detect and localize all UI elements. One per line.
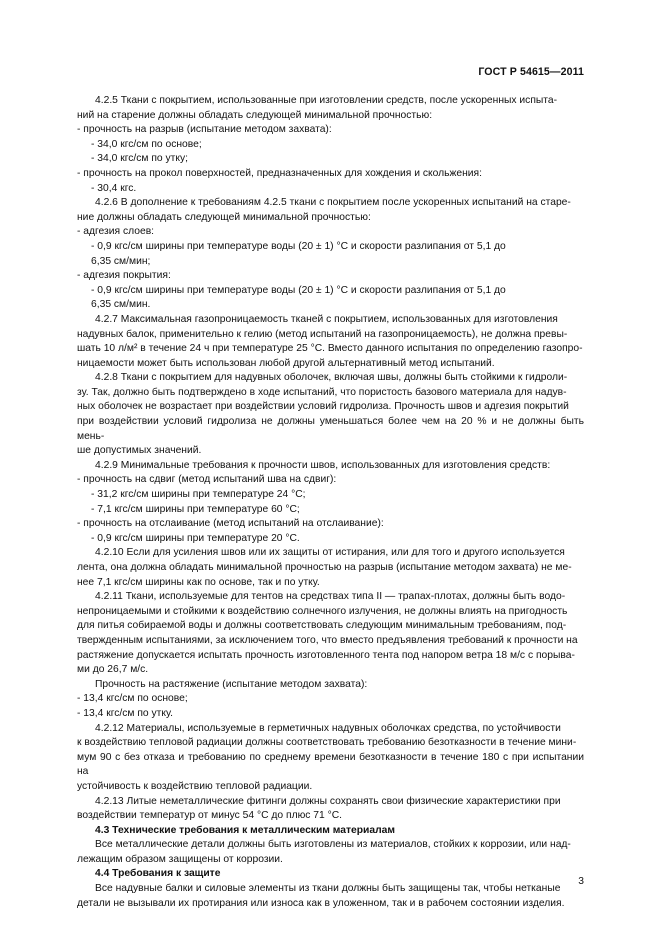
paragraph-4-2-7-line: надувных балок, применительно к гелию (метод испытаний на газопроницаемость), не должна превы- [77,328,568,340]
paragraph-4-2-10-line: 4.2.10 Если для усиления швов или их защиты от истирания, или для того и другого используется [95,547,565,559]
list-item: - адгезия слоев: [77,226,155,238]
paragraph-4-3-line: Все металлические детали должны быть изготовлены из материалов, стойких к коррозии, или над- [95,839,571,851]
paragraph-4-2-11-line: растяжение допускается испытать прочность изготовленного тента под напором ветра 18 м/с с порыва- [77,649,575,661]
paragraph-4-2-11-line: Прочность на растяжение (испытание методом захвата): [95,678,368,690]
paragraph-4-2-7-line: ницаемости может быть использован любой другой альтернативный метод испытаний. [77,357,495,369]
list-item-continuation: 6,35 см/мин. [91,299,151,311]
paragraph-4-2-13-line: воздействии температур от минус 54 °С до плюс 71 °С. [77,810,343,822]
paragraph-4-2-11-line: твержденным испытаниями, за исключением того, что вместо предъявления требований к прочности на [77,634,578,646]
paragraph-4-2-11-line: непроницаемыми и стойкими к воздействию солнечного излучения, не должны влиять на пригодность [77,605,568,617]
paragraph-4-2-5-line: ний на старение должны обладать следующей минимальной прочностью: [77,109,433,121]
section-heading-4-3: 4.3 Технические требования к металлическим материалам [95,824,395,836]
paragraph-4-2-6-line: ние должны обладать следующей минимальной прочностью: [77,211,371,223]
list-item: - прочность на прокол поверхностей, предназначенных для хождения и скольжения: [77,167,482,179]
section-heading-4-4: 4.4 Требования к защите [95,868,221,880]
page-number: 3 [578,876,584,887]
paragraph-4-2-12-line: мум 90 с без отказа и требованию по среднему времени безотказности в течение 180 с при испытании на [77,751,584,778]
list-item: - 34,0 кгс/см по утку; [91,153,188,165]
paragraph-4-2-7-line: шать 10 л/м² в течение 24 ч при температуре 25 °С. Вместо данного испытания по определению газопро- [77,343,583,355]
list-item: - 0,9 кгс/см ширины при температуре воды (20 ± 1) °С и скорости разлипания от 5,1 до [91,240,506,252]
paragraph-4-2-12-line: 4.2.12 Материалы, используемые в герметичных надувных оболочках средства, по устойчивости [95,722,561,734]
list-item: - 0,9 кгс/см ширины при температуре 20 °С. [91,532,300,544]
paragraph-4-2-10-line: нее 7,1 кгс/см ширины как по основе, так и по утку. [77,576,320,588]
list-item: - 13,4 кгс/см по утку. [77,707,173,719]
list-item-continuation: 6,35 см/мин; [91,255,151,267]
list-item: - 7,1 кгс/см ширины при температуре 60 °С; [91,503,300,515]
paragraph-4-2-9-line: 4.2.9 Минимальные требования к прочности швов, использованных для изготовления средств: [95,459,551,471]
list-item: - прочность на разрыв (испытание методом захвата): [77,124,332,136]
paragraph-4-2-11-line: для питья собираемой воды и должны соответствовать следующим минимальным требованиям, под- [77,620,567,632]
paragraph-4-2-7-line: 4.2.7 Максимальная газопроницаемость тканей с покрытием, использованных для изготовления [95,313,558,325]
paragraph-4-4-line: Все надувные балки и силовые элементы из ткани должны быть защищены так, чтобы нетканые [95,883,561,895]
paragraph-4-4-line: детали не вызывали их протирания или износа как в уложенном, так и в рабочем состоянии изделия. [77,897,565,909]
paragraph-4-2-8-line: при воздействии условий гидролиза не должны уменьшаться более чем на 20 % и не должны быть мень- [77,416,584,442]
paragraph-4-2-6-line: 4.2.6 В дополнение к требованиям 4.2.5 ткани с покрытием после ускоренных испытаний на старе- [95,197,571,209]
standard-header: ГОСТ Р 54615—2011 [478,66,584,78]
paragraph-4-2-8-line: 4.2.8 Ткани с покрытием для надувных оболочек, включая швы, должны быть стойкими к гидроли- [95,372,568,384]
paragraph-4-2-11-line: ми до 26,7 м/с. [77,664,149,676]
paragraph-4-2-5-line: 4.2.5 Ткани с покрытием, использованные при изготовлении средств, после ускоренных испыта- [95,95,558,106]
list-item: - прочность на сдвиг (метод испытаний шва на сдвиг): [77,474,337,486]
paragraph-4-2-11-line: 4.2.11 Ткани, используемые для тентов на средствах типа II — трапах-плотах, должны быть водо- [95,591,566,603]
paragraph-4-2-12-line: устойчивость к воздействию тепловой радиации. [77,780,313,792]
list-item: - 30,4 кгс. [91,182,137,194]
paragraph-4-3-line: лежащим образом защищены от коррозии. [77,853,283,865]
list-item: - адгезия покрытия: [77,270,171,282]
list-item: - 31,2 кгс/см ширины при температуре 24 °С; [91,489,306,501]
paragraph-4-2-8-line: ше допустимых значений. [77,445,202,457]
list-item: - 0,9 кгс/см ширины при температуре воды (20 ± 1) °С и скорости разлипания от 5,1 до [91,284,506,296]
paragraph-4-2-10-line: лента, она должна обладать минимальной прочностью на разрыв (испытание методом захвата) не ме- [77,562,572,573]
list-item: - прочность на отслаивание (метод испытаний на отслаивание): [77,518,384,530]
list-item: - 34,0 кгс/см по основе; [91,138,202,150]
paragraph-4-2-8-line: зу. Так, должно быть подтверждено в ходе испытаний, что пористость базового материала для надув- [77,386,567,398]
paragraph-4-2-13-line: 4.2.13 Литые неметаллические фитинги должны сохранять свои физические характеристики при [95,795,561,807]
paragraph-4-2-8-line: ных оболочек не возрастает при воздействии условий гидролиза. Прочность швов и адгезия покрытий [77,401,569,413]
document-body [77,94,584,911]
list-item: - 13,4 кгс/см по основе; [77,693,188,705]
paragraph-4-2-12-line: к воздействию тепловой радиации должны соответствовать требованию безотказности в течение мини- [77,737,577,749]
